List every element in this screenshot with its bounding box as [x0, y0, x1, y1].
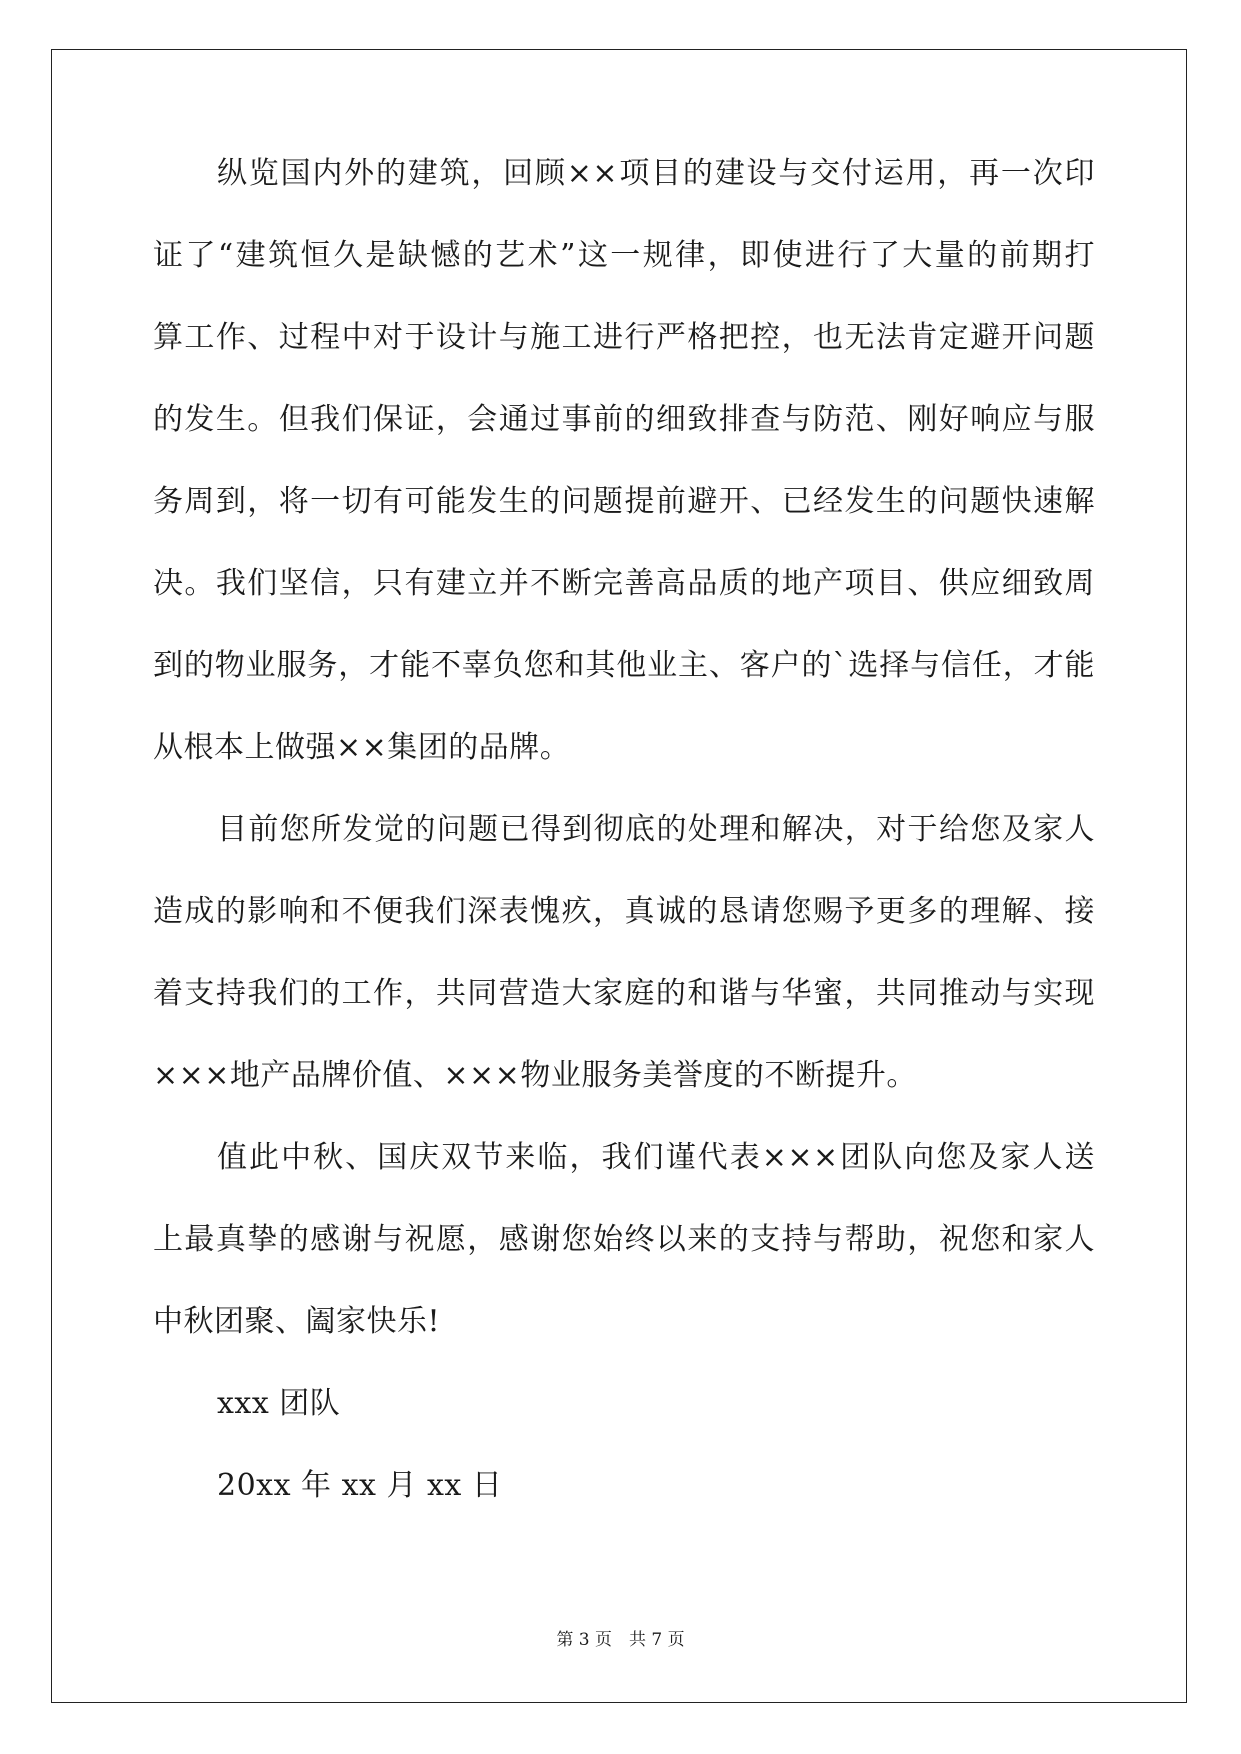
text-line: 上最真挚的感谢与祝愿，感谢您始终以来的支持与帮助，祝您和家人	[153, 1222, 1095, 1257]
text-line: 值此中秋、国庆双节来临，我们谨代表×××团队向您及家人送	[217, 1140, 1095, 1175]
text-line: 的发生。但我们保证，会通过事前的细致排查与防范、刚好响应与服	[153, 402, 1095, 437]
text-line: 造成的影响和不便我们深表愧疚，真诚的恳请您赐予更多的理解、接	[153, 894, 1095, 929]
text-line: ×××地产品牌价值、×××物业服务美誉度的不断提升。	[153, 1058, 917, 1093]
text-line: 从根本上做强××集团的品牌。	[153, 730, 571, 765]
letter-body	[153, 156, 1095, 1553]
text-line: 中秋团聚、阖家快乐!	[153, 1304, 441, 1339]
text-line: 决。我们坚信，只有建立并不断完善高品质的地产项目、供应细致周	[153, 566, 1095, 601]
page-number: 第 3 页 共 7 页	[556, 1630, 685, 1650]
text-line: 证了“建筑恒久是缺憾的艺术”这一规律，即使进行了大量的前期打	[153, 238, 1095, 273]
text-line: 纵览国内外的建筑，回顾××项目的建设与交付运用，再一次印	[217, 156, 1095, 191]
text-line: 务周到，将一切有可能发生的问题提前避开、已经发生的问题快速解	[153, 484, 1095, 519]
text-line: 到的物业服务，才能不辜负您和其他业主、客户的`选择与信任，才能	[153, 648, 1095, 683]
signature-date: 20xx 年 xx 月 xx 日	[217, 1468, 503, 1503]
text-line: 着支持我们的工作，共同营造大家庭的和谐与华蜜，共同推动与实现	[153, 976, 1095, 1011]
text-line: 算工作、过程中对于设计与施工进行严格把控，也无法肯定避开问题	[153, 320, 1095, 355]
text-line: 目前您所发觉的问题已得到彻底的处理和解决，对于给您及家人	[217, 812, 1095, 847]
signature-team: xxx 团队	[217, 1386, 341, 1421]
